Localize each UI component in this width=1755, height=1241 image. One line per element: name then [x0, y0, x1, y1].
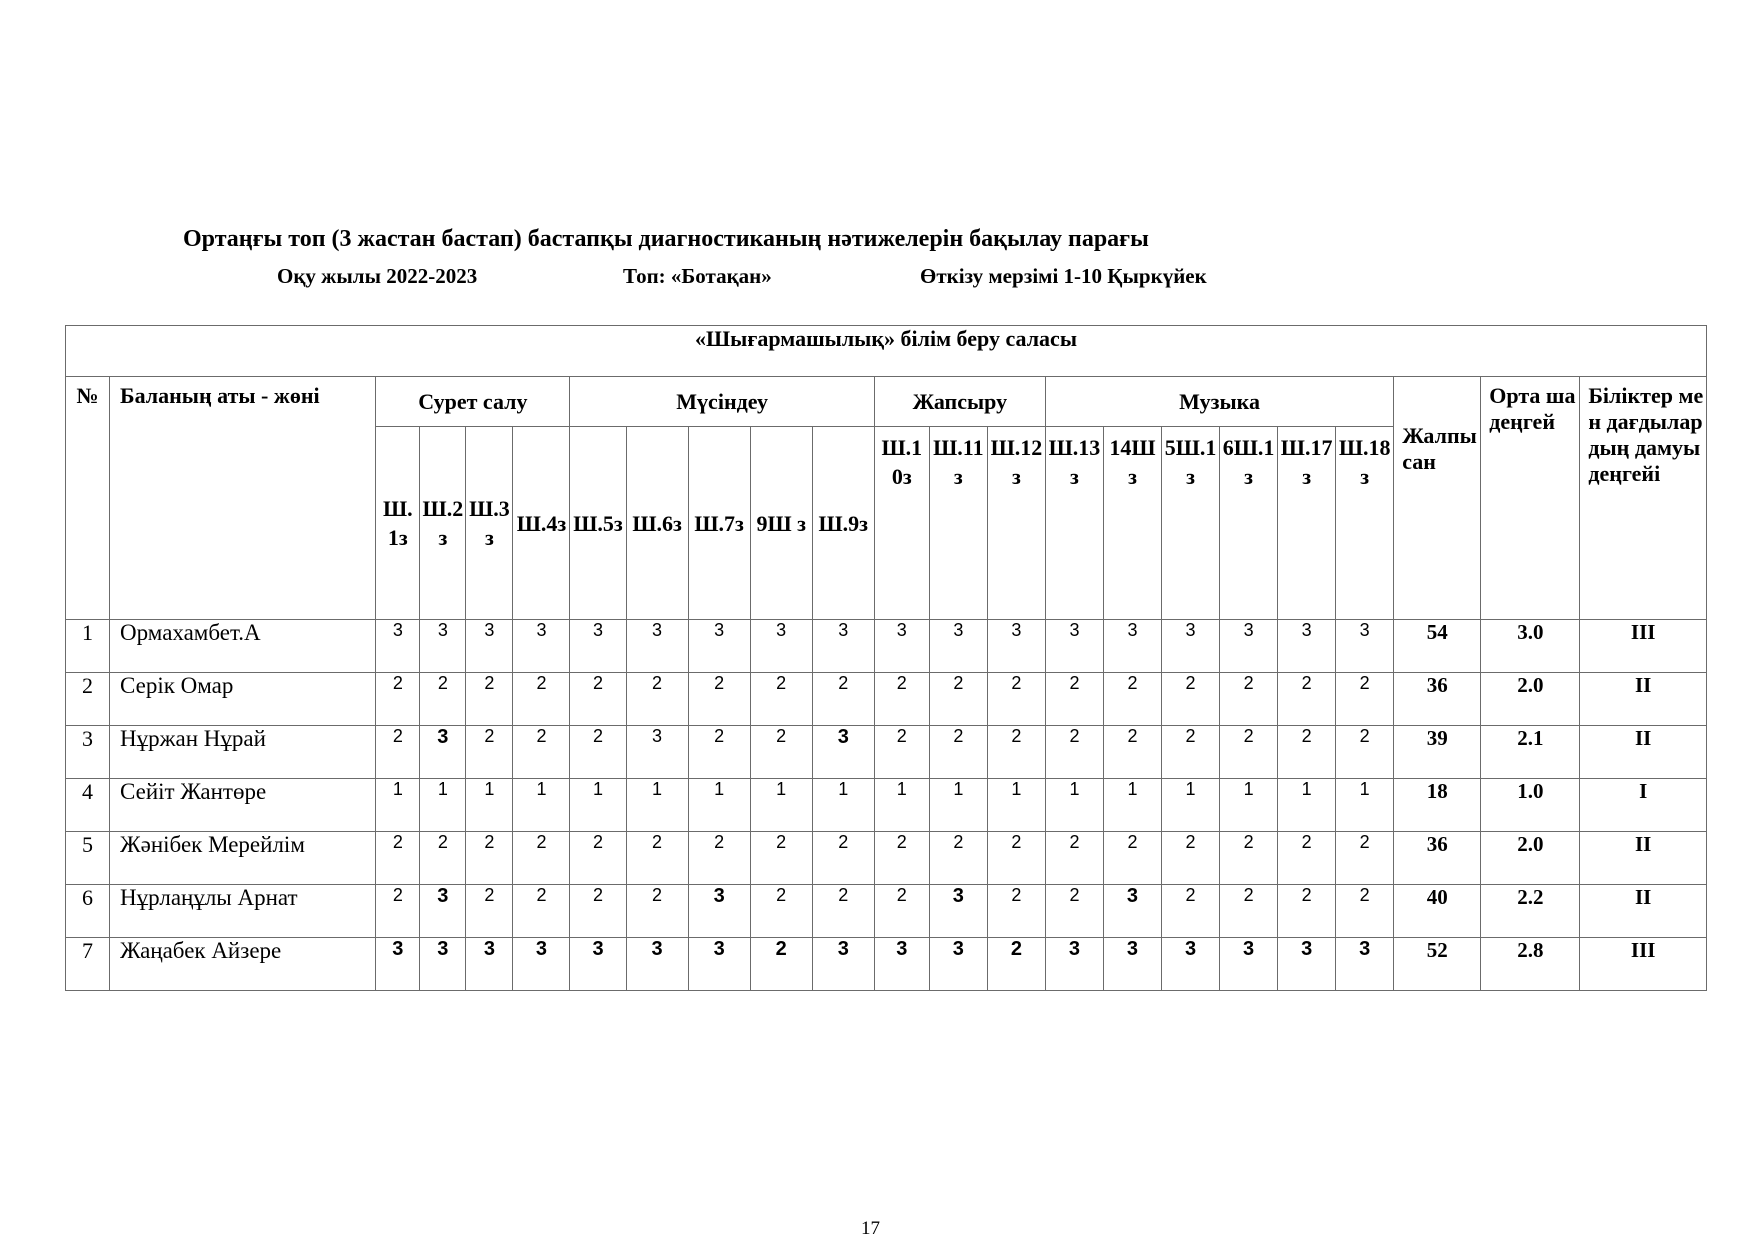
score-cell: 1: [688, 779, 750, 832]
score-cell: 2: [750, 673, 812, 726]
score-cell: 2: [376, 726, 420, 779]
child-name: Жәнібек Мерейлім: [110, 832, 376, 885]
score-cell: 2: [466, 832, 513, 885]
score-cell: 2: [466, 885, 513, 938]
score-cell: 3: [1045, 938, 1103, 991]
score-cell: 1: [513, 779, 570, 832]
score-cell: 2: [626, 673, 688, 726]
score-cell: 2: [874, 673, 929, 726]
score-cell: 2: [987, 673, 1045, 726]
skill-level: II: [1580, 832, 1707, 885]
score-cell: 3: [1162, 938, 1220, 991]
score-cell: 2: [466, 673, 513, 726]
score-cell: 3: [1278, 620, 1336, 673]
score-cell: 2: [874, 832, 929, 885]
child-name: Нұржан Нұрай: [110, 726, 376, 779]
score-cell: 2: [750, 832, 812, 885]
table-row: [66, 673, 1707, 726]
score-cell: 3: [929, 885, 987, 938]
average-score: 2.1: [1481, 726, 1580, 779]
academic-year: Оқу жылы 2022-2023: [277, 264, 478, 288]
child-name: Нұрлаңұлы Арнат: [110, 885, 376, 938]
row-number: 2: [66, 673, 110, 726]
score-cell: 2: [750, 726, 812, 779]
score-cell: 2: [929, 832, 987, 885]
skill-level: II: [1580, 885, 1707, 938]
score-cell: 2: [570, 673, 626, 726]
score-cell: 2: [513, 885, 570, 938]
score-cell: 2: [812, 885, 874, 938]
score-cell: 3: [420, 938, 466, 991]
score-cell: 1: [929, 779, 987, 832]
score-cell: 3: [466, 620, 513, 673]
score-cell: 2: [750, 938, 812, 991]
score-cell: 3: [874, 938, 929, 991]
score-cell: 2: [1045, 832, 1103, 885]
indicator-code-header: Ш.6з: [626, 427, 688, 620]
score-cell: 2: [376, 673, 420, 726]
score-cell: 2: [1278, 673, 1336, 726]
score-cell: 2: [688, 832, 750, 885]
score-cell: 2: [376, 885, 420, 938]
total-score: 54: [1394, 620, 1481, 673]
score-cell: 3: [1278, 938, 1336, 991]
header-average-level: Орта ша деңгей: [1481, 377, 1580, 620]
indicator-code-header: 6Ш.1з: [1220, 427, 1278, 620]
score-cell: 1: [466, 779, 513, 832]
total-score: 52: [1394, 938, 1481, 991]
skill-level: I: [1580, 779, 1707, 832]
document-title: Ортаңғы топ (3 жастан бастап) бастапқы диагностиканың нәтижелерін бақылау парағы: [183, 226, 1149, 252]
score-cell: 3: [874, 620, 929, 673]
score-cell: 2: [987, 726, 1045, 779]
diagnostics-table: [65, 325, 1707, 991]
group-header-applique: Жапсыру: [874, 377, 1045, 427]
header-number: №: [66, 377, 110, 620]
indicator-code-header: Ш.7з: [688, 427, 750, 620]
score-cell: 3: [626, 726, 688, 779]
indicator-code-header: Ш.13з: [1045, 427, 1103, 620]
score-cell: 3: [420, 620, 466, 673]
score-cell: 2: [1278, 832, 1336, 885]
score-cell: 3: [570, 620, 626, 673]
indicator-code-header: Ш.4з: [513, 427, 570, 620]
child-name: Ормахамбет.А: [110, 620, 376, 673]
score-cell: 2: [1162, 885, 1220, 938]
table-row: [66, 885, 1707, 938]
score-cell: 2: [1220, 885, 1278, 938]
score-cell: 3: [466, 938, 513, 991]
row-number: 5: [66, 832, 110, 885]
score-cell: 2: [420, 832, 466, 885]
header-child-name: Баланың аты - жөні: [110, 377, 376, 620]
score-cell: 2: [1220, 673, 1278, 726]
score-cell: 2: [987, 832, 1045, 885]
score-cell: 2: [812, 673, 874, 726]
score-cell: 3: [688, 620, 750, 673]
row-number: 1: [66, 620, 110, 673]
score-cell: 2: [1278, 885, 1336, 938]
skill-level: II: [1580, 726, 1707, 779]
score-cell: 3: [1336, 938, 1394, 991]
score-cell: 2: [688, 673, 750, 726]
indicator-code-header: Ш.1з: [376, 427, 420, 620]
score-cell: 1: [874, 779, 929, 832]
score-cell: 2: [987, 938, 1045, 991]
score-cell: 3: [812, 620, 874, 673]
score-cell: 2: [466, 726, 513, 779]
score-cell: 3: [688, 885, 750, 938]
score-cell: 2: [1103, 673, 1161, 726]
score-cell: 3: [1103, 885, 1161, 938]
indicator-code-header: Ш.18з: [1336, 427, 1394, 620]
score-cell: 3: [929, 938, 987, 991]
score-cell: 2: [376, 832, 420, 885]
score-cell: 1: [1336, 779, 1394, 832]
score-cell: 2: [987, 885, 1045, 938]
score-cell: 3: [1103, 620, 1161, 673]
table-row: [66, 726, 1707, 779]
average-score: 1.0: [1481, 779, 1580, 832]
score-cell: 3: [626, 938, 688, 991]
score-cell: 2: [1045, 885, 1103, 938]
score-cell: 2: [1045, 673, 1103, 726]
indicator-code-header: Ш.11з: [929, 427, 987, 620]
child-name: Сейіт Жантөре: [110, 779, 376, 832]
score-cell: 3: [987, 620, 1045, 673]
score-cell: 3: [1336, 620, 1394, 673]
indicator-code-header: 9Ш з: [750, 427, 812, 620]
score-cell: 2: [874, 726, 929, 779]
score-cell: 2: [1336, 832, 1394, 885]
average-score: 2.8: [1481, 938, 1580, 991]
header-skill-level: Біліктер мен дағдылардың дамуы деңгейі: [1580, 377, 1707, 620]
score-cell: 2: [1220, 726, 1278, 779]
score-cell: 3: [929, 620, 987, 673]
skill-level: II: [1580, 673, 1707, 726]
group-header-drawing: Сурет салу: [376, 377, 570, 427]
score-cell: 2: [1336, 885, 1394, 938]
table-row: [66, 938, 1707, 991]
indicator-code-header: 5Ш.1з: [1162, 427, 1220, 620]
score-cell: 2: [626, 832, 688, 885]
assessment-dates: Өткізу мерзімі 1-10 Қыркүйек: [920, 264, 1207, 288]
score-cell: 1: [376, 779, 420, 832]
score-cell: 1: [1278, 779, 1336, 832]
average-score: 2.2: [1481, 885, 1580, 938]
total-score: 39: [1394, 726, 1481, 779]
score-cell: 1: [1103, 779, 1161, 832]
score-cell: 2: [570, 832, 626, 885]
score-cell: 1: [750, 779, 812, 832]
score-cell: 2: [1162, 726, 1220, 779]
indicator-code-header: Ш.2з: [420, 427, 466, 620]
score-cell: 2: [1162, 832, 1220, 885]
score-cell: 1: [1045, 779, 1103, 832]
score-cell: 3: [570, 938, 626, 991]
score-cell: 3: [812, 938, 874, 991]
score-cell: 3: [376, 938, 420, 991]
score-cell: 2: [1336, 726, 1394, 779]
average-score: 2.0: [1481, 832, 1580, 885]
score-cell: 1: [1220, 779, 1278, 832]
score-cell: 1: [626, 779, 688, 832]
score-cell: 3: [1103, 938, 1161, 991]
header-total: Жалпы сан: [1394, 377, 1481, 620]
indicator-code-header: Ш.17з: [1278, 427, 1336, 620]
child-name: Жаңабек Айзере: [110, 938, 376, 991]
row-number: 7: [66, 938, 110, 991]
score-cell: 3: [812, 726, 874, 779]
row-number: 6: [66, 885, 110, 938]
row-number: 4: [66, 779, 110, 832]
skill-level: III: [1580, 620, 1707, 673]
table-row: [66, 832, 1707, 885]
indicator-code-header: Ш.9з: [812, 427, 874, 620]
score-cell: 3: [1045, 620, 1103, 673]
score-cell: 2: [750, 885, 812, 938]
score-cell: 1: [1162, 779, 1220, 832]
total-score: 18: [1394, 779, 1481, 832]
total-score: 36: [1394, 832, 1481, 885]
score-cell: 1: [812, 779, 874, 832]
score-cell: 2: [1278, 726, 1336, 779]
education-area-header: «Шығармашылық» білім беру саласы: [66, 326, 1707, 377]
score-cell: 3: [750, 620, 812, 673]
score-cell: 1: [420, 779, 466, 832]
table-row: [66, 779, 1707, 832]
score-cell: 2: [688, 726, 750, 779]
indicator-code-header: Ш.10з: [874, 427, 929, 620]
average-score: 2.0: [1481, 673, 1580, 726]
score-cell: 2: [812, 832, 874, 885]
score-cell: 2: [874, 885, 929, 938]
score-cell: 3: [1220, 620, 1278, 673]
group-header-music: Музыка: [1045, 377, 1393, 427]
score-cell: 3: [513, 620, 570, 673]
score-cell: 2: [1103, 832, 1161, 885]
score-cell: 2: [1045, 726, 1103, 779]
score-cell: 2: [626, 885, 688, 938]
score-cell: 2: [929, 726, 987, 779]
total-score: 36: [1394, 673, 1481, 726]
score-cell: 2: [1162, 673, 1220, 726]
score-cell: 1: [570, 779, 626, 832]
skill-level: III: [1580, 938, 1707, 991]
score-cell: 2: [513, 726, 570, 779]
score-cell: 3: [1220, 938, 1278, 991]
group-name: Топ: «Ботақан»: [623, 264, 772, 288]
score-cell: 3: [1162, 620, 1220, 673]
score-cell: 2: [513, 673, 570, 726]
table-row: [66, 620, 1707, 673]
score-cell: 1: [987, 779, 1045, 832]
score-cell: 2: [1336, 673, 1394, 726]
score-cell: 2: [420, 673, 466, 726]
score-cell: 2: [1220, 832, 1278, 885]
indicator-code-header: Ш.12з: [987, 427, 1045, 620]
score-cell: 2: [929, 673, 987, 726]
score-cell: 3: [420, 885, 466, 938]
group-header-sculpting: Мүсіндеу: [570, 377, 874, 427]
child-name: Серік Омар: [110, 673, 376, 726]
score-cell: 3: [626, 620, 688, 673]
indicator-code-header: 14Ш з: [1103, 427, 1161, 620]
average-score: 3.0: [1481, 620, 1580, 673]
score-cell: 3: [420, 726, 466, 779]
indicator-code-header: Ш.3з: [466, 427, 513, 620]
score-cell: 3: [513, 938, 570, 991]
score-cell: 2: [513, 832, 570, 885]
total-score: 40: [1394, 885, 1481, 938]
row-number: 3: [66, 726, 110, 779]
score-cell: 3: [376, 620, 420, 673]
score-cell: 3: [688, 938, 750, 991]
score-cell: 2: [570, 726, 626, 779]
score-cell: 2: [1103, 726, 1161, 779]
score-cell: 2: [570, 885, 626, 938]
page-number: 17: [861, 1218, 880, 1239]
indicator-code-header: Ш.5з: [570, 427, 626, 620]
